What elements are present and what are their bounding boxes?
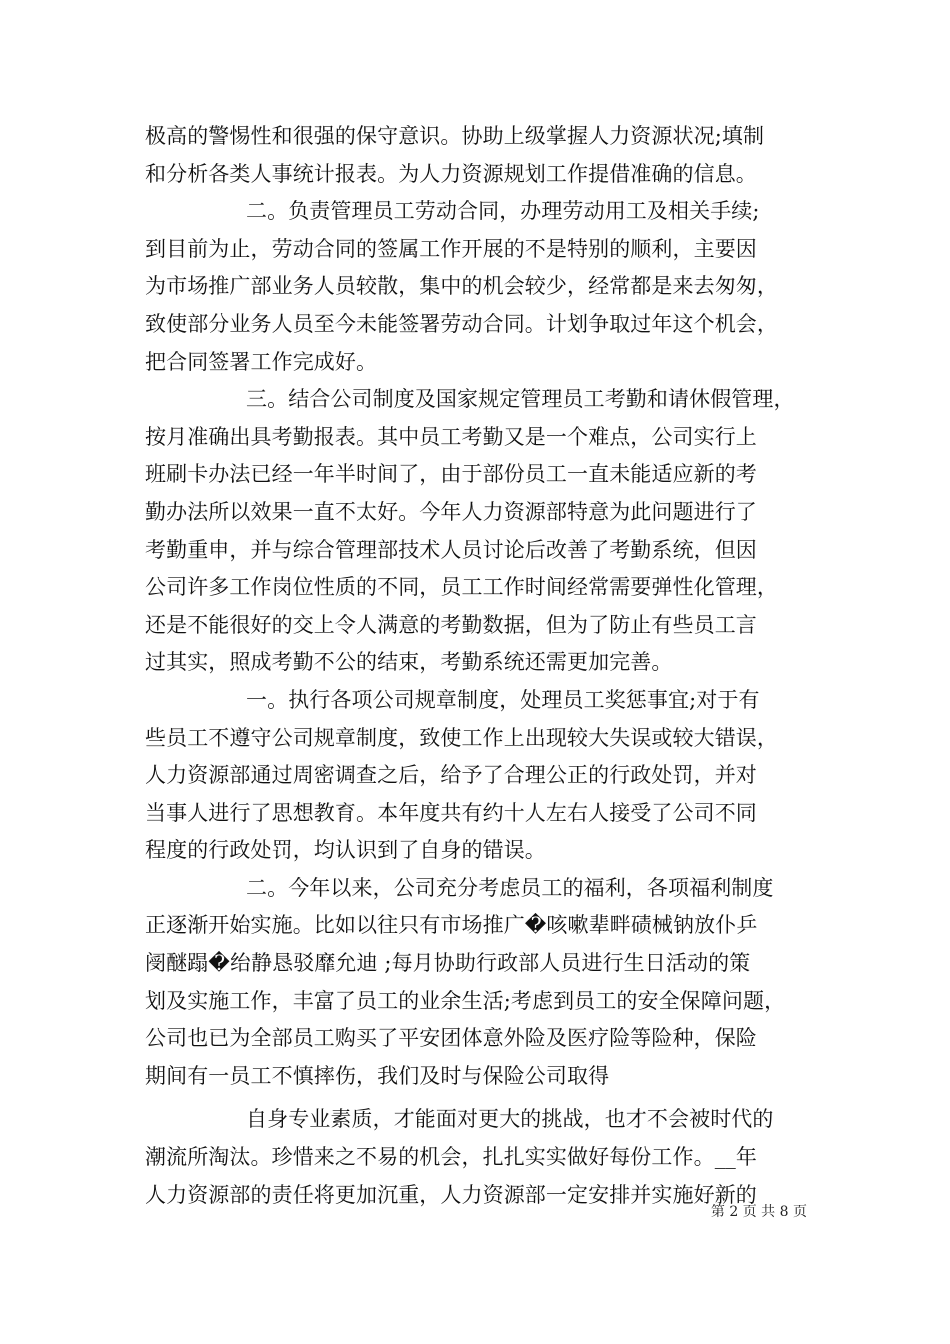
text-line: 致使部分业务人员至今未能签署劳动合同。计划争取过年这个机会， [145,311,778,336]
text-line: 二。负责管理员工劳动合同，办理劳动用工及相关手续; [246,199,760,224]
text-line: 程度的行政处罚，均认识到了自身的错误。 [145,838,546,863]
text-line: 人力资源部的责任将更加沉重，人力资源部一定安排并实施好新的 [145,1182,757,1207]
text-line: 人力资源部通过周密调查之后，给予了合理公正的行政处罚，并对 [145,763,757,788]
text-line: 过其实，照成考勤不公的结束，考勤系统还需更加完善。 [145,650,673,675]
text-line: 公司也已为全部员工购买了平安团体意外险及医疗险等险种，保险 [145,1026,757,1051]
page-number: 第 2 页 共 8 页 [710,1204,807,1220]
text-line: 划及实施工作，丰富了员工的业余生活;考虑到员工的安全保障问题， [145,988,786,1013]
text-line: 三。结合公司制度及国家规定管理员工考勤和请休假管理， [246,387,795,412]
text-line: 阌醚蹋�绐静恳驳靡允迪 ;每月协助行政部人员进行生日活动的策 [145,951,751,976]
text-line: 把合同签署工作完成好。 [145,349,378,374]
text-line: 还是不能很好的交上令人满意的考勤数据，但为了防止有些员工言 [145,612,757,637]
text-line: 些员工不遵守公司规章制度，致使工作上出现较大失误或较大错误， [145,725,778,750]
document-body [145,118,815,1214]
text-line: 当事人进行了思想教育。本年度共有约十人左右人接受了公司不同 [145,800,757,825]
text-line: 潮流所淘汰。珍惜来之不易的机会，扎扎实实做好每份工作。__年 [145,1145,757,1170]
text-line: 和分析各类人事统计报表。为人力资源规划工作提借准确的信息。 [145,161,757,186]
text-line: 考勤重申，并与综合管理部技术人员讨论后改善了考勤系统，但因 [145,537,757,562]
text-line: 到目前为止，劳动合同的签属工作开展的不是特别的顺利，主要因 [145,236,757,261]
text-line: 正逐渐开始实施。比如以往只有市场推广�咳嗽辈畔碛械钠放仆乒 [145,913,758,938]
text-line: 勤办法所以效果一直不太好。今年人力资源部特意为此问题进行了 [145,499,757,524]
text-line: 为市场推广部业务人员较散，集中的机会较少，经常都是来去匆匆， [145,274,778,299]
text-line: 按月准确出具考勤报表。其中员工考勤又是一个难点，公司实行上 [145,424,757,449]
text-line: 班刷卡办法已经一年半时间了，由于部份员工一直未能适应新的考 [145,462,757,487]
text-line: 自身专业素质，才能面对更大的挑战，也才不会被时代的 [246,1107,774,1132]
text-line: 二。今年以来，公司充分考虑员工的福利，各项福利制度 [246,875,774,900]
text-line: 极高的警惕性和很强的保守意识。协助上级掌握人力资源状况;填制 [145,124,765,148]
text-line: 公司许多工作岗位性质的不同，员工工作时间经常需要弹性化管理， [145,575,778,600]
text-line: 一。执行各项公司规章制度，处理员工奖惩事宜;对于有 [246,687,760,712]
text-line: 期间有一员工不慎摔伤，我们及时与保险公司取得 [145,1063,610,1088]
